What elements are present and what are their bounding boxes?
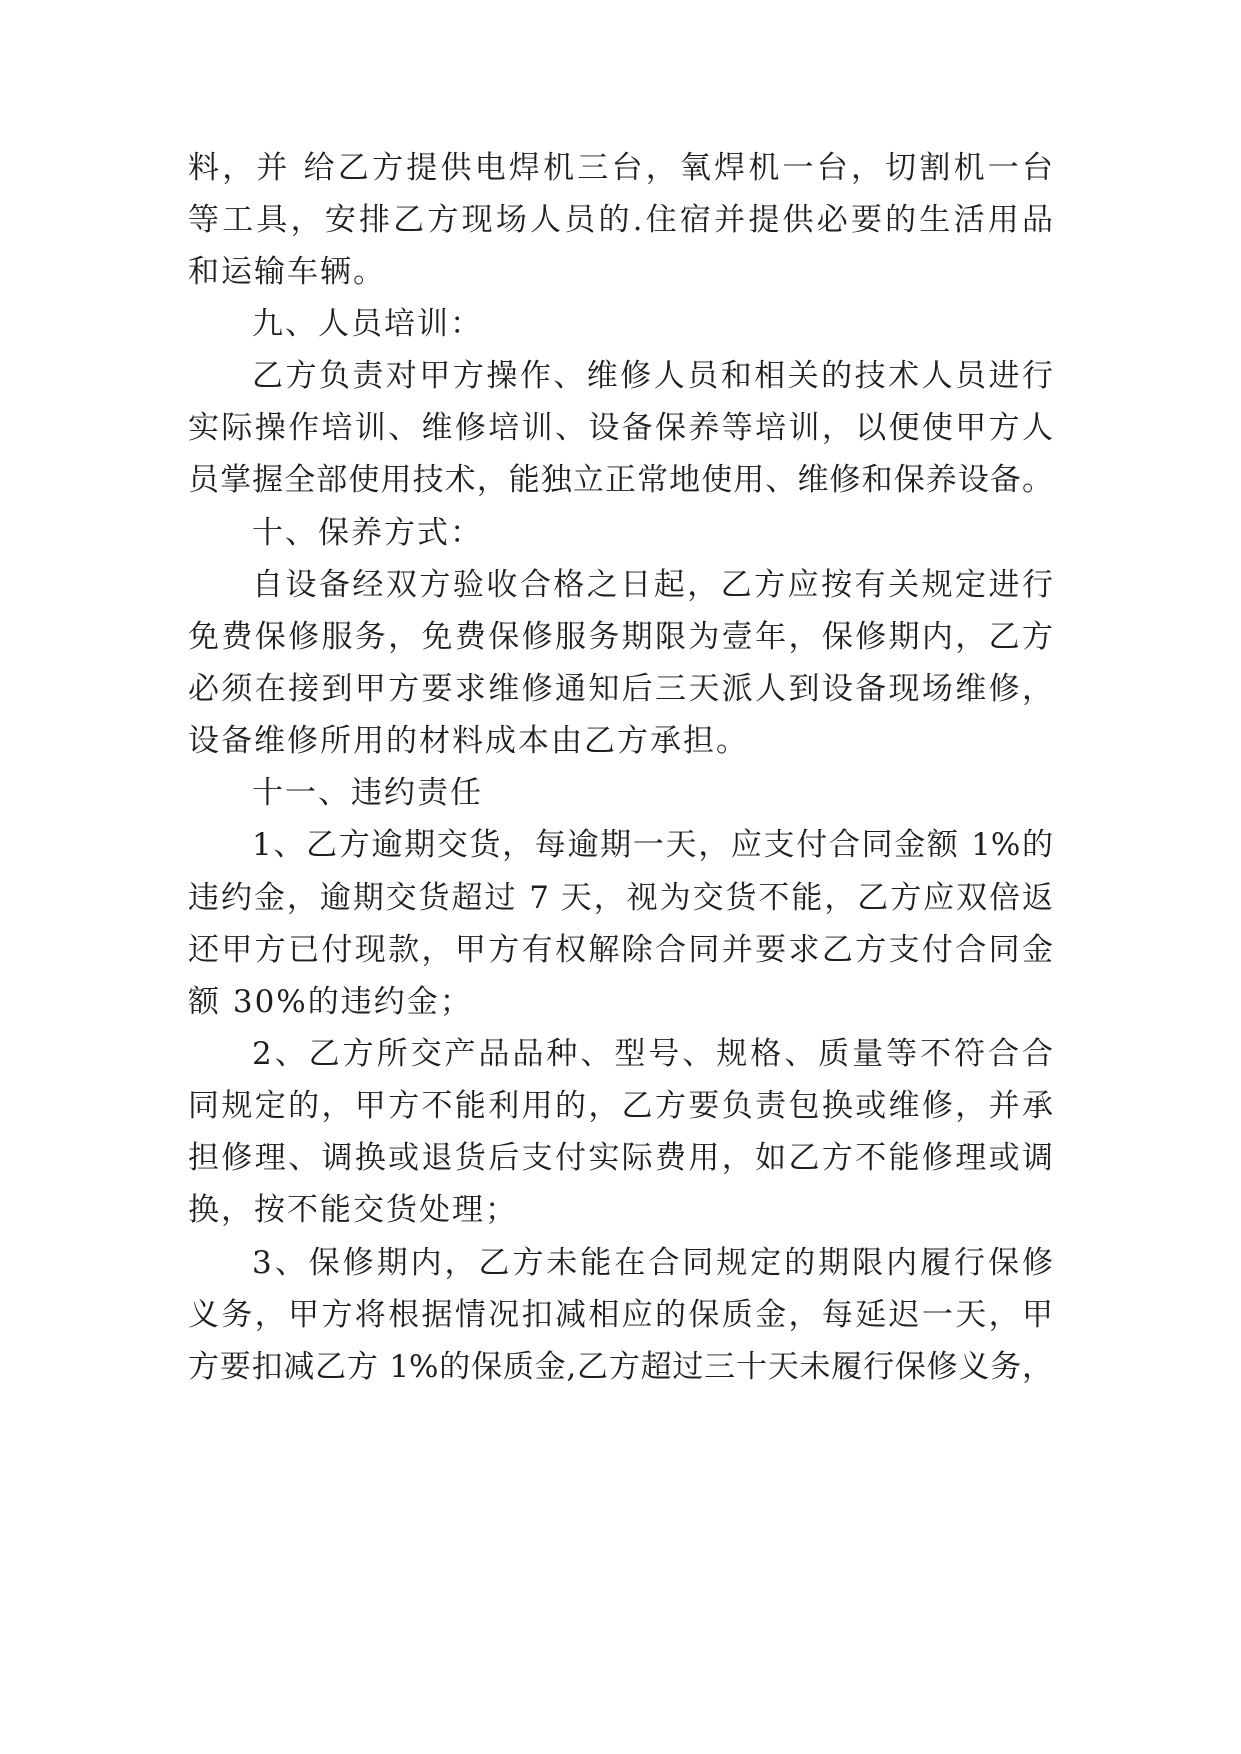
paragraph-line: 3、保修期内，乙方未能在合同规定的期限内履行保修 bbox=[252, 1245, 1053, 1281]
paragraph-line: 同规定的，甲方不能利用的，乙方要负责包换或维修，并承 bbox=[188, 1088, 1053, 1124]
section-heading: 十、保养方式： bbox=[252, 515, 483, 551]
paragraph-line: 额 30%的违约金； bbox=[188, 984, 473, 1020]
paragraph-line: 方要扣减乙方 1%的保质金,乙方超过三十天未履行保修义务， bbox=[188, 1349, 1053, 1385]
paragraph-line: 自设备经双方验收合格之日起，乙方应按有关规定进行 bbox=[252, 567, 1053, 603]
paragraph-line: 员掌握全部使用技术，能独立正常地使用、维修和保养设备。 bbox=[188, 462, 1053, 498]
paragraph-line: 1、乙方逾期交货，每逾期一天，应支付合同金额 1%的 bbox=[252, 827, 1053, 863]
paragraph-line: 乙方负责对甲方操作、维修人员和相关的技术人员进行 bbox=[252, 358, 1053, 394]
paragraph-line: 换，按不能交货处理； bbox=[188, 1192, 518, 1228]
paragraph-line: 料，并 给乙方提供电焊机三台，氧焊机一台，切割机一台 bbox=[188, 150, 1053, 186]
paragraph-line: 实际操作培训、维修培训、设备保养等培训，以便使甲方人 bbox=[188, 410, 1053, 446]
section-heading: 九、人员培训： bbox=[252, 306, 483, 342]
paragraph-line: 必须在接到甲方要求维修通知后三天派人到设备现场维修， bbox=[188, 671, 1053, 707]
paragraph-line: 和运输车辆。 bbox=[188, 254, 386, 290]
paragraph-line: 担修理、调换或退货后支付实际费用，如乙方不能修理或调 bbox=[188, 1140, 1053, 1176]
paragraph-line: 等工具，安排乙方现场人员的.住宿并提供必要的生活用品 bbox=[188, 202, 1053, 238]
paragraph-line: 义务，甲方将根据情况扣减相应的保质金，每延迟一天，甲 bbox=[188, 1297, 1053, 1333]
paragraph-line: 免费保修服务，免费保修服务期限为壹年，保修期内，乙方 bbox=[188, 619, 1053, 655]
section-heading: 十一、违约责任 bbox=[252, 775, 483, 811]
paragraph-line: 违约金，逾期交货超过 7 天，视为交货不能，乙方应双倍返 bbox=[188, 880, 1053, 916]
paragraph-line: 还甲方已付现款，甲方有权解除合同并要求乙方支付合同金 bbox=[188, 932, 1053, 968]
paragraph-line: 设备维修所用的材料成本由乙方承担。 bbox=[188, 723, 749, 759]
paragraph-line: 2、乙方所交产品品种、型号、规格、质量等不符合合 bbox=[252, 1036, 1053, 1072]
